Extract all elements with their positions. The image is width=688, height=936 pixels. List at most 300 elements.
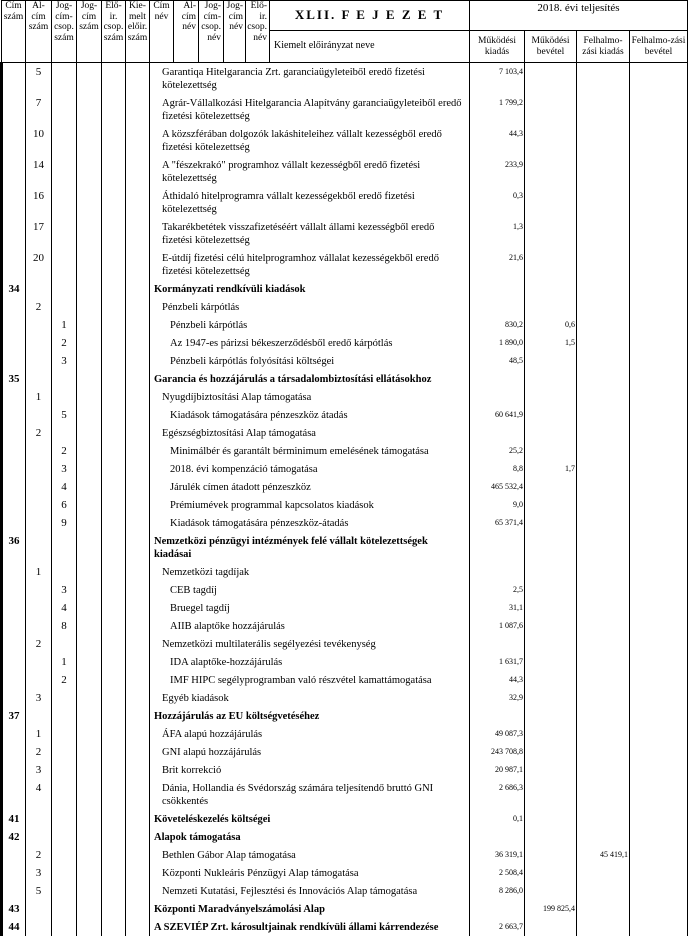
felhalmozasi-bevetel-value bbox=[630, 689, 688, 707]
alcim-szam bbox=[26, 900, 52, 918]
table-row bbox=[2, 761, 688, 779]
jogcimcsop-szam: 3 bbox=[52, 352, 77, 370]
kiemelt-eloir-szam bbox=[126, 460, 150, 478]
alcim-szam bbox=[26, 671, 52, 689]
mukodesi-bevetel-value bbox=[525, 424, 577, 442]
item-name: Kiadások támogatására pénzeszköz-átadás bbox=[150, 514, 470, 532]
jogcim-szam bbox=[77, 298, 102, 316]
table-row bbox=[2, 496, 688, 514]
jogcim-szam bbox=[77, 846, 102, 864]
cim-szam bbox=[2, 635, 26, 653]
mukodesi-kiadas-value: 36 319,1 bbox=[470, 846, 525, 864]
alcim-szam: 3 bbox=[26, 864, 52, 882]
cim-szam bbox=[2, 599, 26, 617]
table-row bbox=[2, 298, 688, 316]
mukodesi-kiadas-value: 65 371,4 bbox=[470, 514, 525, 532]
item-name: Garancia és hozzájárulás a társadalombiztosítási ellátásokhoz bbox=[150, 370, 470, 388]
kiemelt-eloir-szam bbox=[126, 810, 150, 828]
jogcimcsop-szam bbox=[52, 563, 77, 581]
header-mukodesi-bevetel: Működési bevétel bbox=[525, 31, 577, 63]
felhalmozasi-kiadas-value bbox=[577, 900, 630, 918]
table-row bbox=[2, 249, 688, 280]
item-name: Prémiumévek programmal kapcsolatos kiadások bbox=[150, 496, 470, 514]
felhalmozasi-kiadas-value bbox=[577, 707, 630, 725]
jogcim-szam bbox=[77, 743, 102, 761]
alcim-szam bbox=[26, 599, 52, 617]
jogcimcsop-szam bbox=[52, 298, 77, 316]
mukodesi-kiadas-value: 25,2 bbox=[470, 442, 525, 460]
cim-szam bbox=[2, 725, 26, 743]
item-name: Agrár-Vállalkozási Hitelgarancia Alapítvány garanciaügyleteiből eredő fizetési kötelezettség bbox=[150, 94, 470, 125]
kiemelt-eloir-szam bbox=[126, 496, 150, 514]
jogcim-szam bbox=[77, 352, 102, 370]
cim-szam bbox=[2, 187, 26, 218]
table-row bbox=[2, 94, 688, 125]
eloir-csop-szam bbox=[102, 532, 126, 563]
felhalmozasi-kiadas-value: 45 419,1 bbox=[577, 846, 630, 864]
eloir-csop-szam bbox=[102, 424, 126, 442]
mukodesi-bevetel-value bbox=[525, 156, 577, 187]
felhalmozasi-bevetel-value bbox=[630, 249, 688, 280]
item-name: A közszférában dolgozók lakáshiteleihez vállalt kezességből eredő fizetési kötelezettség bbox=[150, 125, 470, 156]
felhalmozasi-bevetel-value bbox=[630, 370, 688, 388]
mukodesi-bevetel-value bbox=[525, 725, 577, 743]
kiemelt-eloir-szam bbox=[126, 846, 150, 864]
alcim-szam bbox=[26, 532, 52, 563]
cim-szam bbox=[2, 563, 26, 581]
felhalmozasi-bevetel-value bbox=[630, 478, 688, 496]
table-row bbox=[2, 514, 688, 532]
eloir-csop-szam bbox=[102, 810, 126, 828]
mukodesi-bevetel-value bbox=[525, 671, 577, 689]
kiemelt-eloir-szam bbox=[126, 725, 150, 743]
alcim-szam bbox=[26, 581, 52, 599]
header-jogcimcsop-nev: Jog-cím-csop. név bbox=[199, 1, 224, 63]
header-jogcim-nev: Jog-cím név bbox=[224, 1, 246, 63]
eloir-csop-szam bbox=[102, 864, 126, 882]
table-row bbox=[2, 581, 688, 599]
alcim-szam bbox=[26, 406, 52, 424]
alcim-szam: 7 bbox=[26, 94, 52, 125]
header-eloir-csop-szam: Elő-ir. csop. szám bbox=[102, 1, 126, 63]
eloir-csop-szam bbox=[102, 388, 126, 406]
cim-szam bbox=[2, 864, 26, 882]
kiemelt-eloir-szam bbox=[126, 653, 150, 671]
table-row bbox=[2, 671, 688, 689]
table-row bbox=[2, 352, 688, 370]
kiemelt-eloir-szam bbox=[126, 94, 150, 125]
item-name: Bethlen Gábor Alap támogatása bbox=[150, 846, 470, 864]
item-name: IDA alaptőke-hozzájárulás bbox=[150, 653, 470, 671]
mukodesi-bevetel-value bbox=[525, 125, 577, 156]
jogcimcsop-szam bbox=[52, 743, 77, 761]
jogcimcsop-szam bbox=[52, 370, 77, 388]
jogcimcsop-szam bbox=[52, 94, 77, 125]
jogcimcsop-szam: 4 bbox=[52, 599, 77, 617]
jogcim-szam bbox=[77, 370, 102, 388]
alcim-szam: 10 bbox=[26, 125, 52, 156]
cim-szam: 37 bbox=[2, 707, 26, 725]
mukodesi-bevetel-value: 1,7 bbox=[525, 460, 577, 478]
felhalmozasi-bevetel-value bbox=[630, 187, 688, 218]
mukodesi-bevetel-value bbox=[525, 298, 577, 316]
felhalmozasi-bevetel-value bbox=[630, 828, 688, 846]
alcim-szam bbox=[26, 280, 52, 298]
felhalmozasi-kiadas-value bbox=[577, 298, 630, 316]
mukodesi-kiadas-value: 21,6 bbox=[470, 249, 525, 280]
item-name: Kormányzati rendkívüli kiadások bbox=[150, 280, 470, 298]
jogcim-szam bbox=[77, 478, 102, 496]
jogcimcsop-szam bbox=[52, 280, 77, 298]
kiemelt-eloir-szam bbox=[126, 280, 150, 298]
mukodesi-kiadas-value: 9,0 bbox=[470, 496, 525, 514]
mukodesi-kiadas-value: 2 686,3 bbox=[470, 779, 525, 810]
eloir-csop-szam bbox=[102, 743, 126, 761]
jogcimcsop-szam bbox=[52, 882, 77, 900]
alcim-szam: 14 bbox=[26, 156, 52, 187]
cim-szam bbox=[2, 496, 26, 514]
alcim-szam: 20 bbox=[26, 249, 52, 280]
jogcimcsop-szam bbox=[52, 187, 77, 218]
item-name: Nemzeti Kutatási, Fejlesztési és Innovációs Alap támogatása bbox=[150, 882, 470, 900]
kiemelt-eloir-szam bbox=[126, 316, 150, 334]
felhalmozasi-bevetel-value bbox=[630, 298, 688, 316]
felhalmozasi-bevetel-value bbox=[630, 671, 688, 689]
header-kiemelt-eloir-szam: Kie-melt előir. szám bbox=[126, 1, 150, 63]
kiemelt-eloir-szam bbox=[126, 743, 150, 761]
table-row bbox=[2, 532, 688, 563]
eloir-csop-szam bbox=[102, 63, 126, 95]
felhalmozasi-kiadas-value bbox=[577, 599, 630, 617]
mukodesi-kiadas-value bbox=[470, 563, 525, 581]
cim-szam bbox=[2, 406, 26, 424]
jogcim-szam bbox=[77, 388, 102, 406]
mukodesi-kiadas-value: 0,1 bbox=[470, 810, 525, 828]
item-name: 2018. évi kompenzáció támogatása bbox=[150, 460, 470, 478]
jogcim-szam bbox=[77, 280, 102, 298]
mukodesi-bevetel-value bbox=[525, 617, 577, 635]
alcim-szam: 3 bbox=[26, 761, 52, 779]
mukodesi-bevetel-value bbox=[525, 810, 577, 828]
kiemelt-eloir-szam bbox=[126, 882, 150, 900]
eloir-csop-szam bbox=[102, 249, 126, 280]
alcim-szam bbox=[26, 460, 52, 478]
item-name: Brit korrekció bbox=[150, 761, 470, 779]
eloir-csop-szam bbox=[102, 460, 126, 478]
mukodesi-kiadas-value: 233,9 bbox=[470, 156, 525, 187]
table-row bbox=[2, 460, 688, 478]
header-felhalmozasi-kiadas: Felhalmo-zási kiadás bbox=[577, 31, 630, 63]
felhalmozasi-bevetel-value bbox=[630, 514, 688, 532]
cim-szam bbox=[2, 388, 26, 406]
header-cim-nev: Cím név bbox=[150, 1, 174, 63]
jogcimcsop-szam: 1 bbox=[52, 316, 77, 334]
felhalmozasi-bevetel-value bbox=[630, 617, 688, 635]
felhalmozasi-kiadas-value bbox=[577, 63, 630, 95]
felhalmozasi-bevetel-value bbox=[630, 125, 688, 156]
cim-szam: 42 bbox=[2, 828, 26, 846]
item-name: Kiadások támogatására pénzeszköz átadás bbox=[150, 406, 470, 424]
mukodesi-kiadas-value bbox=[470, 424, 525, 442]
felhalmozasi-kiadas-value bbox=[577, 334, 630, 352]
felhalmozasi-kiadas-value bbox=[577, 218, 630, 249]
jogcim-szam bbox=[77, 496, 102, 514]
cim-szam bbox=[2, 581, 26, 599]
felhalmozasi-kiadas-value bbox=[577, 532, 630, 563]
item-name: Nyugdíjbiztosítási Alap támogatása bbox=[150, 388, 470, 406]
kiemelt-eloir-szam bbox=[126, 424, 150, 442]
table-header bbox=[2, 1, 688, 63]
item-name: ÁFA alapú hozzájárulás bbox=[150, 725, 470, 743]
felhalmozasi-bevetel-value bbox=[630, 496, 688, 514]
felhalmozasi-kiadas-value bbox=[577, 187, 630, 218]
felhalmozasi-kiadas-value bbox=[577, 460, 630, 478]
mukodesi-bevetel-value bbox=[525, 249, 577, 280]
felhalmozasi-bevetel-value bbox=[630, 779, 688, 810]
alcim-szam: 16 bbox=[26, 187, 52, 218]
alcim-szam bbox=[26, 828, 52, 846]
cim-szam bbox=[2, 743, 26, 761]
felhalmozasi-kiadas-value bbox=[577, 316, 630, 334]
mukodesi-kiadas-value: 60 641,9 bbox=[470, 406, 525, 424]
header-cim-szam: Cím szám bbox=[2, 1, 26, 63]
cim-szam bbox=[2, 316, 26, 334]
mukodesi-kiadas-value: 2 508,4 bbox=[470, 864, 525, 882]
kiemelt-eloir-szam bbox=[126, 406, 150, 424]
table-row bbox=[2, 810, 688, 828]
jogcimcsop-szam: 2 bbox=[52, 671, 77, 689]
jogcimcsop-szam: 1 bbox=[52, 653, 77, 671]
felhalmozasi-kiadas-value bbox=[577, 370, 630, 388]
jogcim-szam bbox=[77, 63, 102, 95]
eloir-csop-szam bbox=[102, 617, 126, 635]
eloir-csop-szam bbox=[102, 94, 126, 125]
table-row bbox=[2, 689, 688, 707]
alcim-szam bbox=[26, 653, 52, 671]
table-row bbox=[2, 156, 688, 187]
cim-szam bbox=[2, 94, 26, 125]
jogcim-szam bbox=[77, 864, 102, 882]
kiemelt-eloir-szam bbox=[126, 900, 150, 918]
jogcimcsop-szam bbox=[52, 249, 77, 280]
alcim-szam bbox=[26, 370, 52, 388]
table-row bbox=[2, 828, 688, 846]
table-row bbox=[2, 370, 688, 388]
jogcim-szam bbox=[77, 218, 102, 249]
felhalmozasi-bevetel-value bbox=[630, 218, 688, 249]
eloir-csop-szam bbox=[102, 352, 126, 370]
jogcimcsop-szam: 2 bbox=[52, 334, 77, 352]
felhalmozasi-bevetel-value bbox=[630, 156, 688, 187]
alcim-szam bbox=[26, 918, 52, 936]
item-name: Járulék címen átadott pénzeszköz bbox=[150, 478, 470, 496]
eloir-csop-szam bbox=[102, 581, 126, 599]
item-name: Nemzetközi pénzügyi intézmények felé vállalt kötelezettségek kiadásai bbox=[150, 532, 470, 563]
kiemelt-eloir-szam bbox=[126, 532, 150, 563]
header-jogcim-szam: Jog-cím szám bbox=[77, 1, 102, 63]
jogcimcsop-szam bbox=[52, 156, 77, 187]
felhalmozasi-kiadas-value bbox=[577, 125, 630, 156]
mukodesi-bevetel-value bbox=[525, 496, 577, 514]
table-row bbox=[2, 864, 688, 882]
kiemelt-eloir-szam bbox=[126, 761, 150, 779]
kiemelt-eloir-szam bbox=[126, 370, 150, 388]
jogcim-szam bbox=[77, 828, 102, 846]
jogcimcsop-szam bbox=[52, 779, 77, 810]
table-row bbox=[2, 187, 688, 218]
mukodesi-kiadas-value: 1 087,6 bbox=[470, 617, 525, 635]
mukodesi-kiadas-value bbox=[470, 635, 525, 653]
mukodesi-kiadas-value: 20 987,1 bbox=[470, 761, 525, 779]
item-name: Hozzájárulás az EU költségvetéséhez bbox=[150, 707, 470, 725]
felhalmozasi-bevetel-value bbox=[630, 900, 688, 918]
alcim-szam bbox=[26, 707, 52, 725]
eloir-csop-szam bbox=[102, 653, 126, 671]
jogcimcsop-szam bbox=[52, 864, 77, 882]
item-name: Takarékbetétek visszafizetéséért vállalt állami kezességből eredő fizetési kötelezettség bbox=[150, 218, 470, 249]
kiemelt-eloir-szam bbox=[126, 671, 150, 689]
jogcimcsop-szam bbox=[52, 918, 77, 936]
kiemelt-eloir-szam bbox=[126, 689, 150, 707]
eloir-csop-szam bbox=[102, 828, 126, 846]
table-row bbox=[2, 424, 688, 442]
jogcimcsop-szam: 5 bbox=[52, 406, 77, 424]
table-row bbox=[2, 388, 688, 406]
jogcim-szam bbox=[77, 406, 102, 424]
jogcim-szam bbox=[77, 689, 102, 707]
felhalmozasi-bevetel-value bbox=[630, 581, 688, 599]
item-name: Dánia, Hollandia és Svédország számára teljesítendő bruttó GNI csökkentés bbox=[150, 779, 470, 810]
mukodesi-bevetel-value bbox=[525, 532, 577, 563]
alcim-szam: 1 bbox=[26, 725, 52, 743]
mukodesi-kiadas-value bbox=[470, 900, 525, 918]
mukodesi-bevetel-value bbox=[525, 218, 577, 249]
table-row bbox=[2, 635, 688, 653]
felhalmozasi-bevetel-value bbox=[630, 63, 688, 95]
jogcim-szam bbox=[77, 156, 102, 187]
header-alcim-szam: Al-cím szám bbox=[26, 1, 52, 63]
mukodesi-kiadas-value: 31,1 bbox=[470, 599, 525, 617]
jogcimcsop-szam bbox=[52, 900, 77, 918]
mukodesi-bevetel-value bbox=[525, 352, 577, 370]
alcim-szam bbox=[26, 514, 52, 532]
jogcim-szam bbox=[77, 882, 102, 900]
felhalmozasi-kiadas-value bbox=[577, 249, 630, 280]
item-name: Bruegel tagdíj bbox=[150, 599, 470, 617]
kiemelt-eloir-szam bbox=[126, 249, 150, 280]
jogcimcsop-szam bbox=[52, 707, 77, 725]
table-row bbox=[2, 442, 688, 460]
felhalmozasi-kiadas-value bbox=[577, 406, 630, 424]
kiemelt-eloir-szam bbox=[126, 156, 150, 187]
cim-szam bbox=[2, 156, 26, 187]
felhalmozasi-kiadas-value bbox=[577, 280, 630, 298]
mukodesi-kiadas-value: 2,5 bbox=[470, 581, 525, 599]
alcim-szam bbox=[26, 442, 52, 460]
alcim-szam: 2 bbox=[26, 846, 52, 864]
felhalmozasi-bevetel-value bbox=[630, 406, 688, 424]
felhalmozasi-kiadas-value bbox=[577, 514, 630, 532]
mukodesi-bevetel-value bbox=[525, 442, 577, 460]
kiemelt-eloir-szam bbox=[126, 864, 150, 882]
jogcim-szam bbox=[77, 635, 102, 653]
eloir-csop-szam bbox=[102, 496, 126, 514]
kiemelt-eloir-szam bbox=[126, 617, 150, 635]
cim-szam bbox=[2, 617, 26, 635]
item-name: IMF HIPC segélyprogramban való részvétel kamattámogatása bbox=[150, 671, 470, 689]
kiemelt-eloir-szam bbox=[126, 599, 150, 617]
table-row bbox=[2, 316, 688, 334]
eloir-csop-szam bbox=[102, 599, 126, 617]
felhalmozasi-kiadas-value bbox=[577, 635, 630, 653]
mukodesi-kiadas-value bbox=[470, 388, 525, 406]
eloir-csop-szam bbox=[102, 900, 126, 918]
felhalmozasi-kiadas-value bbox=[577, 653, 630, 671]
jogcimcsop-szam bbox=[52, 388, 77, 406]
item-name: CEB tagdíj bbox=[150, 581, 470, 599]
felhalmozasi-bevetel-value bbox=[630, 743, 688, 761]
table-body bbox=[2, 63, 688, 936]
cim-szam bbox=[2, 653, 26, 671]
mukodesi-kiadas-value: 0,3 bbox=[470, 187, 525, 218]
mukodesi-kiadas-value bbox=[470, 707, 525, 725]
jogcimcsop-szam bbox=[52, 218, 77, 249]
mukodesi-kiadas-value bbox=[470, 828, 525, 846]
cim-szam bbox=[2, 125, 26, 156]
mukodesi-bevetel-value bbox=[525, 918, 577, 936]
mukodesi-kiadas-value: 243 708,8 bbox=[470, 743, 525, 761]
period-title: 2018. évi teljesítés bbox=[470, 1, 688, 31]
cim-szam bbox=[2, 689, 26, 707]
eloir-csop-szam bbox=[102, 478, 126, 496]
chapter-title: XLII. F E J E Z E T bbox=[270, 1, 470, 31]
alcim-szam: 2 bbox=[26, 298, 52, 316]
eloir-csop-szam bbox=[102, 156, 126, 187]
jogcim-szam bbox=[77, 563, 102, 581]
kiemelt-eloir-szam bbox=[126, 581, 150, 599]
eloir-csop-szam bbox=[102, 334, 126, 352]
jogcim-szam bbox=[77, 460, 102, 478]
felhalmozasi-kiadas-value bbox=[577, 94, 630, 125]
mukodesi-bevetel-value bbox=[525, 280, 577, 298]
item-name: Központi Nukleáris Pénzügyi Alap támogatása bbox=[150, 864, 470, 882]
mukodesi-bevetel-value bbox=[525, 406, 577, 424]
table-row bbox=[2, 334, 688, 352]
cim-szam bbox=[2, 249, 26, 280]
felhalmozasi-bevetel-value bbox=[630, 442, 688, 460]
cim-szam bbox=[2, 63, 26, 95]
felhalmozasi-kiadas-value bbox=[577, 424, 630, 442]
felhalmozasi-bevetel-value bbox=[630, 280, 688, 298]
felhalmozasi-kiadas-value bbox=[577, 779, 630, 810]
cim-szam: 41 bbox=[2, 810, 26, 828]
mukodesi-kiadas-value: 8 286,0 bbox=[470, 882, 525, 900]
table-row bbox=[2, 617, 688, 635]
mukodesi-bevetel-value bbox=[525, 187, 577, 218]
felhalmozasi-kiadas-value bbox=[577, 442, 630, 460]
table-row bbox=[2, 779, 688, 810]
mukodesi-kiadas-value bbox=[470, 370, 525, 388]
felhalmozasi-bevetel-value bbox=[630, 864, 688, 882]
jogcimcsop-szam: 3 bbox=[52, 460, 77, 478]
felhalmozasi-kiadas-value bbox=[577, 478, 630, 496]
item-name: Garantiqa Hitelgarancia Zrt. garanciaügyleteiből eredő fizetési kötelezettség bbox=[150, 63, 470, 95]
eloir-csop-szam bbox=[102, 298, 126, 316]
cim-szam: 35 bbox=[2, 370, 26, 388]
jogcimcsop-szam: 6 bbox=[52, 496, 77, 514]
jogcim-szam bbox=[77, 810, 102, 828]
mukodesi-kiadas-value: 48,5 bbox=[470, 352, 525, 370]
